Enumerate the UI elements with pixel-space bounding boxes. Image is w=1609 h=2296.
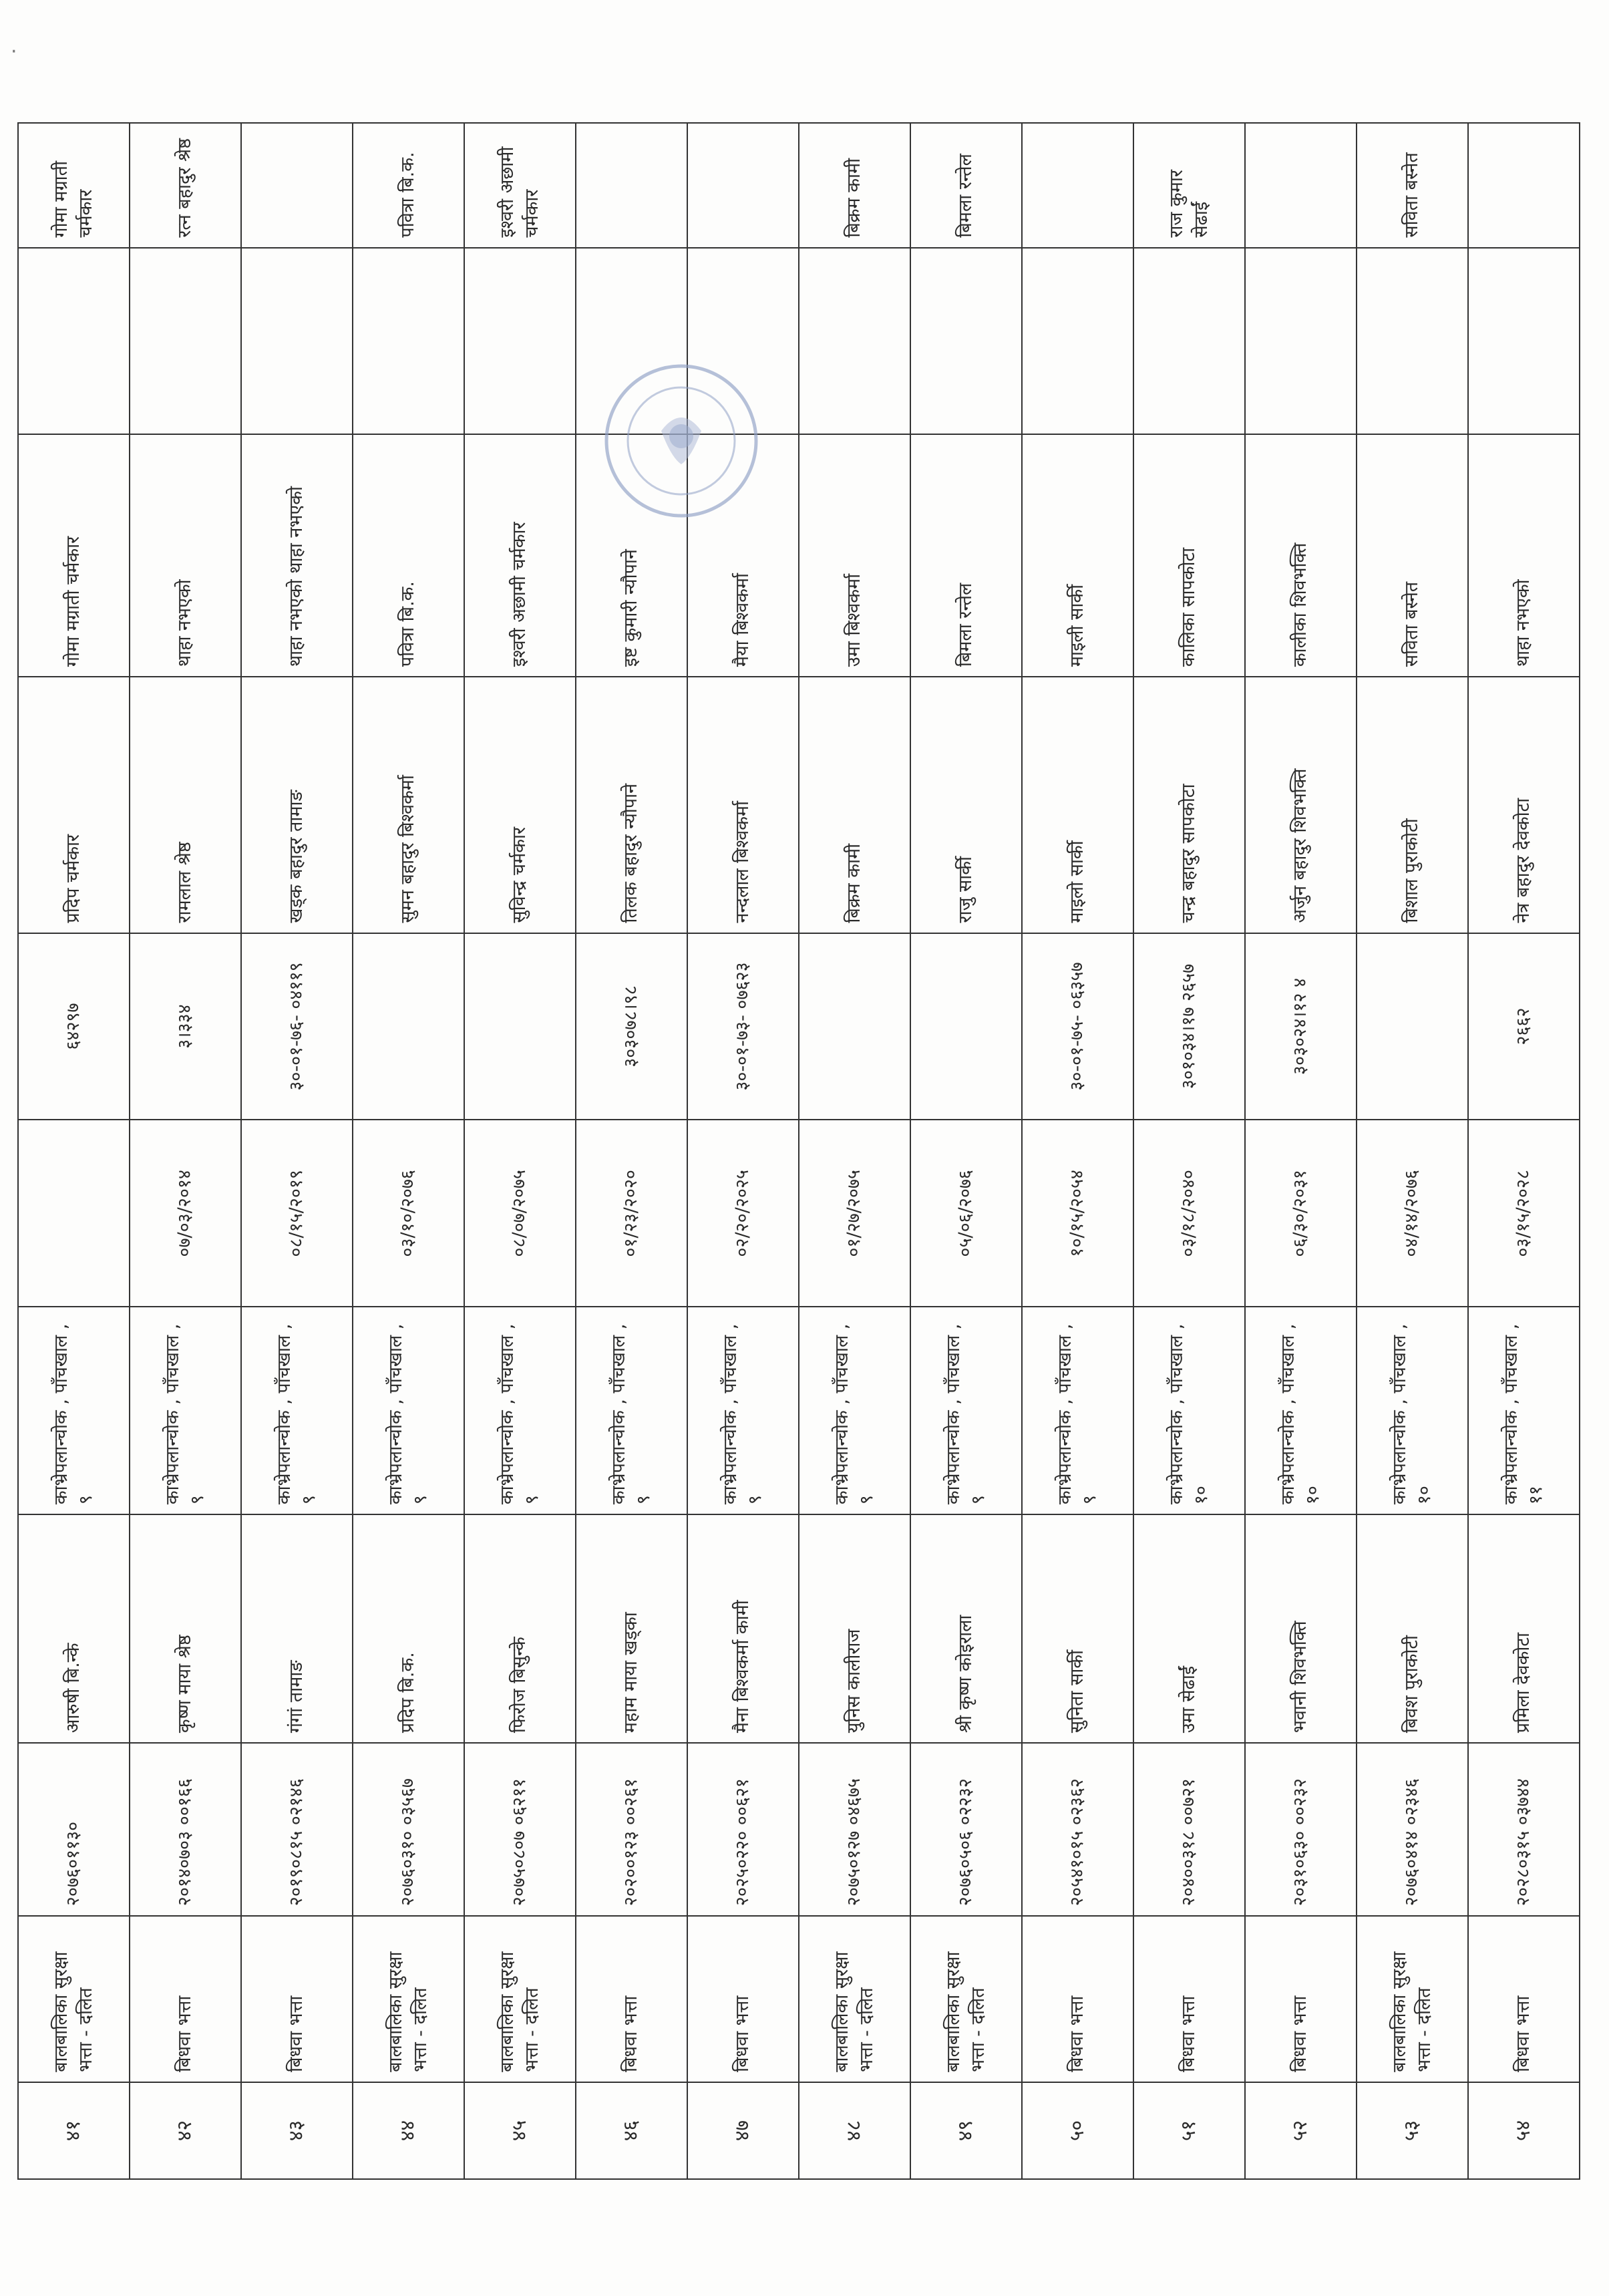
certificate-number-cell: ३०-०१-७५- ०६३५७ bbox=[1022, 933, 1133, 1120]
certificate-number-cell bbox=[799, 933, 910, 1120]
beneficiary-id-cell: २०७५०१२७ ०४६७५ bbox=[799, 1743, 910, 1916]
beneficiary-name-cell: आरुषी बि.न्के bbox=[18, 1514, 130, 1743]
serial-number-cell: ४१ bbox=[18, 2082, 130, 2179]
beneficiary-id-cell: २०२५०२२० ००६२१ bbox=[687, 1743, 799, 1916]
guardian-name-cell: नन्दलाल बिश्वकर्मा bbox=[687, 677, 799, 933]
address-cell: काभ्रेपलान्चोक , पाँचखाल , १० bbox=[1245, 1307, 1357, 1514]
seal-column-cell bbox=[18, 248, 130, 435]
address-cell: काभ्रेपलान्चोक , पाँचखाल , ९ bbox=[910, 1307, 1022, 1514]
serial-number-cell: ४६ bbox=[576, 2082, 687, 2179]
serial-number-cell: ४२ bbox=[130, 2082, 241, 2179]
nominee-cell: रत्न बहादुर श्रेष्ठ bbox=[130, 123, 241, 248]
nominee-cell: पवित्रा बि.क. bbox=[353, 123, 464, 248]
beneficiary-name-cell: युनिस कालीराज bbox=[799, 1514, 910, 1743]
guardian-name-cell: राजु सार्की bbox=[910, 677, 1022, 933]
date-cell: ०४/१४/२०७६ bbox=[1357, 1120, 1468, 1307]
beneficiary-id-cell: २०२८०३१५ ०३७४४ bbox=[1468, 1743, 1580, 1916]
serial-number-cell: ४९ bbox=[910, 2082, 1022, 2179]
mother-name-cell: मैया बिश्वकर्मा bbox=[687, 434, 799, 677]
beneficiary-id-cell: २०३१०६३० ००२३२ bbox=[1245, 1743, 1357, 1916]
certificate-number-cell bbox=[1357, 933, 1468, 1120]
certificate-number-cell: ३०-०१-७३- ०७६२३ bbox=[687, 933, 799, 1120]
address-cell: काभ्रेपलान्चोक , पाँचखाल , ९ bbox=[464, 1307, 576, 1514]
beneficiary-table bbox=[17, 122, 1580, 2180]
date-cell: ०८/०७/२०७५ bbox=[464, 1120, 576, 1307]
allowance-type-cell: बालबालिका सुरक्षा भत्ता - दलित bbox=[18, 1916, 130, 2082]
beneficiary-name-cell: प्रदिप बि.क. bbox=[353, 1514, 464, 1743]
mother-name-cell: इश्वरी अछामी चर्मकार bbox=[464, 434, 576, 677]
guardian-name-cell: नेत्र बहादुर देवकोटा bbox=[1468, 677, 1580, 933]
seal-column-cell bbox=[1245, 248, 1357, 435]
mother-name-cell: कालीका शिवभक्ति bbox=[1245, 434, 1357, 677]
nominee-cell bbox=[687, 123, 799, 248]
mother-name-cell: थाहा नभएको bbox=[130, 434, 241, 677]
date-cell: ०८/१५/२०१९ bbox=[241, 1120, 353, 1307]
serial-number-cell: ४७ bbox=[687, 2082, 799, 2179]
allowance-type-cell: बालबालिका सुरक्षा भत्ता - दलित bbox=[799, 1916, 910, 2082]
table-row bbox=[799, 123, 910, 2179]
certificate-number-cell bbox=[910, 933, 1022, 1120]
address-cell: काभ्रेपलान्चोक , पाँचखाल , १० bbox=[1133, 1307, 1245, 1514]
allowance-type-cell: बिधवा भत्ता bbox=[1022, 1916, 1133, 2082]
date-cell: १०/१५/२०५४ bbox=[1022, 1120, 1133, 1307]
certificate-number-cell: ३०-०१-७६- ०४११९ bbox=[241, 933, 353, 1120]
table-row bbox=[1022, 123, 1133, 2179]
beneficiary-name-cell: फिरोज बिसुन्के bbox=[464, 1514, 576, 1743]
table-row bbox=[910, 123, 1022, 2179]
table-row bbox=[1133, 123, 1245, 2179]
guardian-name-cell: खड्क बहादुर तामाङ bbox=[241, 677, 353, 933]
mother-name-cell: पवित्रा बि.क. bbox=[353, 434, 464, 677]
serial-number-cell: ४५ bbox=[464, 2082, 576, 2179]
beneficiary-name-cell: भवानी शिवभक्ति bbox=[1245, 1514, 1357, 1743]
nominee-cell: इश्वरी अछामी चर्मकार bbox=[464, 123, 576, 248]
certificate-number-cell: ३०१०३४।१७ २६५७ bbox=[1133, 933, 1245, 1120]
beneficiary-id-cell: २०७६०३१० ०३५६७ bbox=[353, 1743, 464, 1916]
date-cell: ०३/१५/२०२८ bbox=[1468, 1120, 1580, 1307]
table-row bbox=[130, 123, 241, 2179]
certificate-number-cell: ६४२९७ bbox=[18, 933, 130, 1120]
mother-name-cell: इष्ट कुमारी न्यौपाने bbox=[576, 434, 687, 677]
seal-column-cell bbox=[1133, 248, 1245, 435]
serial-number-cell: ४४ bbox=[353, 2082, 464, 2179]
date-cell bbox=[18, 1120, 130, 1307]
date-cell: ०१/२३/२०२० bbox=[576, 1120, 687, 1307]
address-cell: काभ्रेपलान्चोक , पाँचखाल , ९ bbox=[687, 1307, 799, 1514]
date-cell: ०३/१८/२०४० bbox=[1133, 1120, 1245, 1307]
nominee-cell: बिमला रन्तेल bbox=[910, 123, 1022, 248]
certificate-number-cell: ३०३०२४।१२ ४ bbox=[1245, 933, 1357, 1120]
guardian-name-cell: बिशाल पुराकोटी bbox=[1357, 677, 1468, 933]
table-row bbox=[1357, 123, 1468, 2179]
mother-name-cell: सविता बस्नेत bbox=[1357, 434, 1468, 677]
guardian-name-cell: तिलक बहादुर न्यौपाने bbox=[576, 677, 687, 933]
address-cell: काभ्रेपलान्चोक , पाँचखाल , ९ bbox=[799, 1307, 910, 1514]
beneficiary-id-cell: २०४००३१८ ००७२१ bbox=[1133, 1743, 1245, 1916]
guardian-name-cell: सुमन बहादुर बिश्वकर्मा bbox=[353, 677, 464, 933]
beneficiary-id-cell: २०२००१२३ ००२६१ bbox=[576, 1743, 687, 1916]
beneficiary-id-cell: २०७६०४१४ ०२३४६ bbox=[1357, 1743, 1468, 1916]
beneficiary-name-cell: प्रमिला देवकोटा bbox=[1468, 1514, 1580, 1743]
address-cell: काभ्रेपलान्चोक , पाँचखाल , ११ bbox=[1468, 1307, 1580, 1514]
nominee-cell: बिक्रम कामी bbox=[799, 123, 910, 248]
mother-name-cell: माइली सार्की bbox=[1022, 434, 1133, 677]
seal-column-cell bbox=[241, 248, 353, 435]
beneficiary-id-cell: २०७५०८०७ ०६२११ bbox=[464, 1743, 576, 1916]
table-row bbox=[241, 123, 353, 2179]
allowance-type-cell: बिधवा भत्ता bbox=[1133, 1916, 1245, 2082]
address-cell: काभ्रेपलान्चोक , पाँचखाल , ९ bbox=[18, 1307, 130, 1514]
address-cell: काभ्रेपलान्चोक , पाँचखाल , ९ bbox=[576, 1307, 687, 1514]
nominee-cell bbox=[1468, 123, 1580, 248]
certificate-number-cell bbox=[464, 933, 576, 1120]
municipality-seal bbox=[598, 357, 765, 524]
margin-mark: · bbox=[11, 40, 17, 63]
date-cell: ०७/०३/२०१४ bbox=[130, 1120, 241, 1307]
guardian-name-cell: चन्द्र बहादुर सापकोटा bbox=[1133, 677, 1245, 933]
date-cell: ०६/३०/२०३१ bbox=[1245, 1120, 1357, 1307]
guardian-name-cell: रामलाल श्रेष्ठ bbox=[130, 677, 241, 933]
seal-column-cell bbox=[1022, 248, 1133, 435]
beneficiary-name-cell: महाम माया खड्का bbox=[576, 1514, 687, 1743]
address-cell: काभ्रेपलान्चोक , पाँचखाल , ९ bbox=[130, 1307, 241, 1514]
date-cell: ०५/०६/२०७६ bbox=[910, 1120, 1022, 1307]
allowance-type-cell: बालबालिका सुरक्षा भत्ता - दलित bbox=[1357, 1916, 1468, 2082]
seal-column-cell bbox=[130, 248, 241, 435]
table-row bbox=[1468, 123, 1580, 2179]
allowance-type-cell: बालबालिका सुरक्षा भत्ता - दलित bbox=[910, 1916, 1022, 2082]
seal-column-cell bbox=[799, 248, 910, 435]
allowance-type-cell: बिधवा भत्ता bbox=[241, 1916, 353, 2082]
mother-name-cell: उमा बिश्वकर्मा bbox=[799, 434, 910, 677]
table-row bbox=[18, 123, 130, 2179]
table-row bbox=[464, 123, 576, 2179]
allowance-type-cell: बिधवा भत्ता bbox=[130, 1916, 241, 2082]
table-row bbox=[1245, 123, 1357, 2179]
serial-number-cell: ५२ bbox=[1245, 2082, 1357, 2179]
nominee-cell: सविता बस्नेत bbox=[1357, 123, 1468, 248]
date-cell: ०२/२०/२०२५ bbox=[687, 1120, 799, 1307]
serial-number-cell: ४३ bbox=[241, 2082, 353, 2179]
beneficiary-name-cell: गंगां तामाङ bbox=[241, 1514, 353, 1743]
beneficiary-name-cell: कृष्ण माया श्रेष्ठ bbox=[130, 1514, 241, 1743]
certificate-number-cell: ३।३३४ bbox=[130, 933, 241, 1120]
allowance-type-cell: बिधवा भत्ता bbox=[576, 1916, 687, 2082]
guardian-name-cell: अर्जुन बहादुर शिवभक्ति bbox=[1245, 677, 1357, 933]
beneficiary-id-cell: २०१४०७०३ ००१६६ bbox=[130, 1743, 241, 1916]
serial-number-cell: ४८ bbox=[799, 2082, 910, 2179]
nominee-cell bbox=[241, 123, 353, 248]
rotated-table-wrapper bbox=[17, 122, 1580, 2180]
beneficiary-name-cell: सुनिता सार्की bbox=[1022, 1514, 1133, 1743]
seal-column-cell bbox=[1357, 248, 1468, 435]
address-cell: काभ्रेपलान्चोक , पाँचखाल , ९ bbox=[1022, 1307, 1133, 1514]
beneficiary-id-cell: २०७६०११३० bbox=[18, 1743, 130, 1916]
guardian-name-cell: बिक्रम कामी bbox=[799, 677, 910, 933]
serial-number-cell: ५३ bbox=[1357, 2082, 1468, 2179]
beneficiary-id-cell: २०७६०५०६ ०२२३२ bbox=[910, 1743, 1022, 1916]
beneficiary-name-cell: उमा सेढाईं bbox=[1133, 1514, 1245, 1743]
mother-name-cell: थाहा नभएको थाहा नभएको bbox=[241, 434, 353, 677]
nominee-cell bbox=[1022, 123, 1133, 248]
beneficiary-id-cell: २०५४१०१५ ०२३६२ bbox=[1022, 1743, 1133, 1916]
seal-column-cell bbox=[353, 248, 464, 435]
certificate-number-cell: ३०३०७८।९८ bbox=[576, 933, 687, 1120]
guardian-name-cell: माइलो सार्की bbox=[1022, 677, 1133, 933]
allowance-type-cell: बिधवा भत्ता bbox=[1245, 1916, 1357, 2082]
serial-number-cell: ५४ bbox=[1468, 2082, 1580, 2179]
serial-number-cell: ५० bbox=[1022, 2082, 1133, 2179]
date-cell: ०३/१०/२०७६ bbox=[353, 1120, 464, 1307]
seal-column-cell bbox=[1468, 248, 1580, 435]
mother-name-cell: गोमा मग्राती चर्मकार bbox=[18, 434, 130, 677]
nominee-cell bbox=[1245, 123, 1357, 248]
serial-number-cell: ५१ bbox=[1133, 2082, 1245, 2179]
beneficiary-name-cell: बिवश पुराकोटी bbox=[1357, 1514, 1468, 1743]
beneficiary-name-cell: श्री कृष्ण कोइराला bbox=[910, 1514, 1022, 1743]
nominee-cell bbox=[576, 123, 687, 248]
allowance-type-cell: बालबालिका सुरक्षा भत्ता - दलित bbox=[353, 1916, 464, 2082]
nominee-cell: राज कुमार सेढाईं bbox=[1133, 123, 1245, 248]
seal-column-cell bbox=[910, 248, 1022, 435]
address-cell: काभ्रेपलान्चोक , पाँचखाल , १० bbox=[1357, 1307, 1468, 1514]
allowance-type-cell: बालबालिका सुरक्षा भत्ता - दलित bbox=[464, 1916, 576, 2082]
date-cell: ०१/२७/२०७५ bbox=[799, 1120, 910, 1307]
guardian-name-cell: सुविन्द्र चर्मकार bbox=[464, 677, 576, 933]
allowance-type-cell: बिधवा भत्ता bbox=[1468, 1916, 1580, 2082]
table-row bbox=[353, 123, 464, 2179]
certificate-number-cell bbox=[353, 933, 464, 1120]
address-cell: काभ्रेपलान्चोक , पाँचखाल , ९ bbox=[353, 1307, 464, 1514]
beneficiary-id-cell: २०१९०८१५ ०२१४६ bbox=[241, 1743, 353, 1916]
mother-name-cell: थाहा नभएको bbox=[1468, 434, 1580, 677]
address-cell: काभ्रेपलान्चोक , पाँचखाल , ९ bbox=[241, 1307, 353, 1514]
seal-column-cell bbox=[464, 248, 576, 435]
allowance-type-cell: बिधवा भत्ता bbox=[687, 1916, 799, 2082]
guardian-name-cell: प्रदिप चर्मकार bbox=[18, 677, 130, 933]
beneficiary-name-cell: मैना बिश्वकर्मा कामी bbox=[687, 1514, 799, 1743]
mother-name-cell: कालिका सापकोटा bbox=[1133, 434, 1245, 677]
certificate-number-cell: २६६२ bbox=[1468, 933, 1580, 1120]
nominee-cell: गोमा मग्राती चर्मकार bbox=[18, 123, 130, 248]
mother-name-cell: बिमला रन्तेल bbox=[910, 434, 1022, 677]
